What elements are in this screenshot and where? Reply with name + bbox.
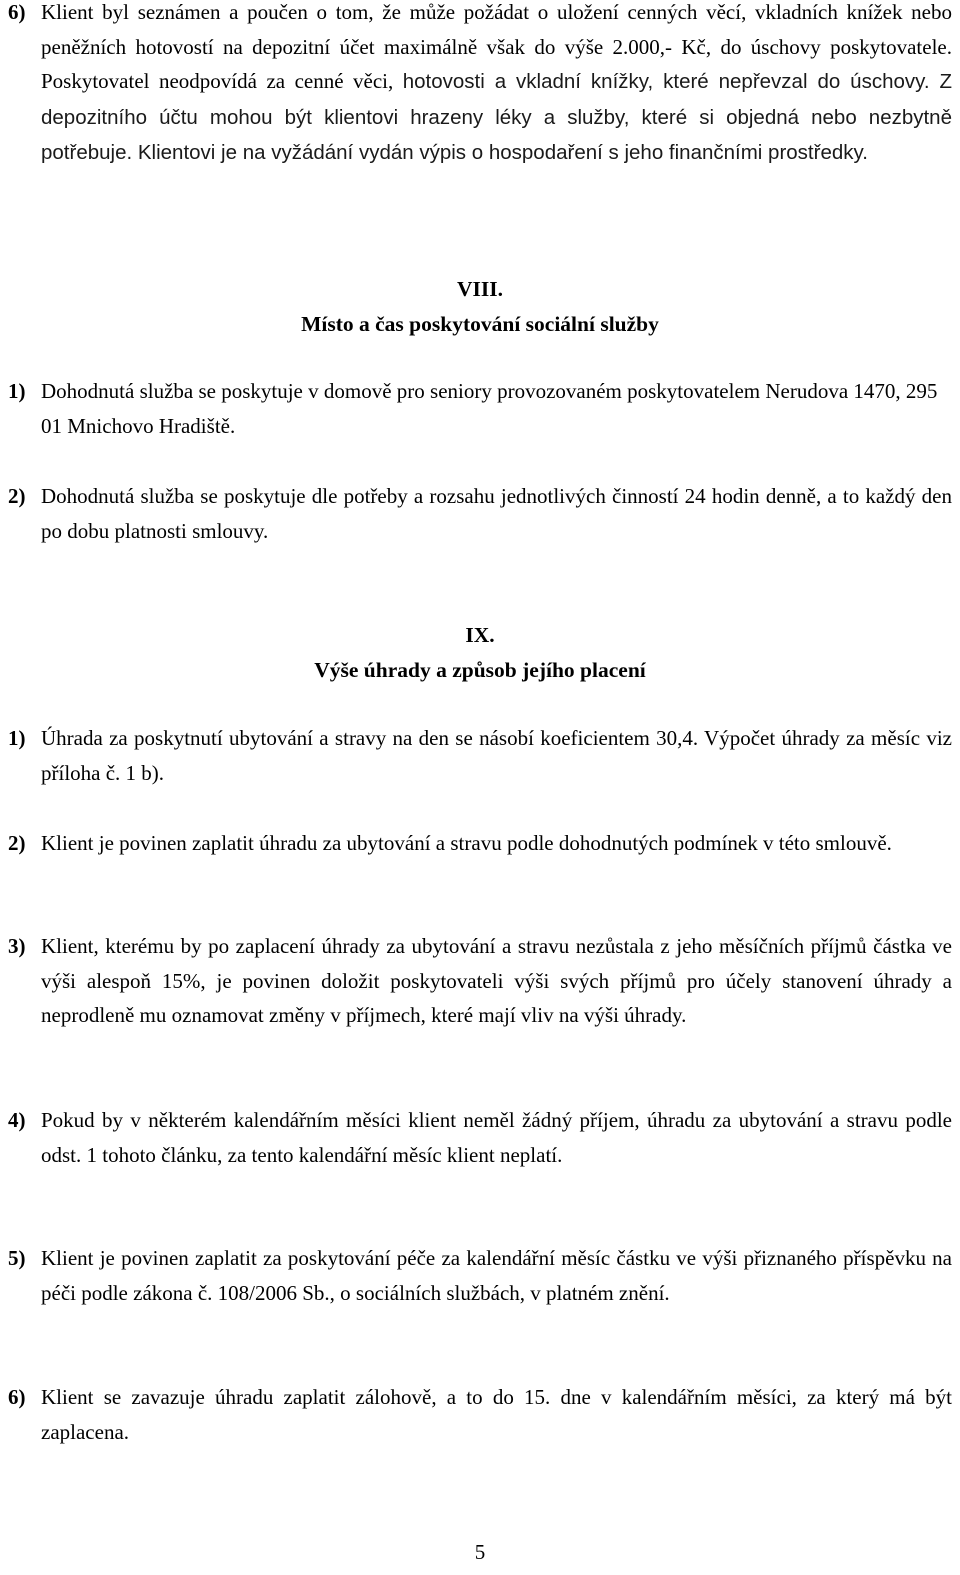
item-text: Dohodnutá služba se poskytuje dle potřeby a rozsahu jednotlivých činností 24 hodin denně, a to každý den po dobu platnosti smlouvy.	[41, 484, 952, 543]
item-text: Úhrada za poskytnutí ubytování a stravy na den se násobí koeficientem 30,4. Výpočet úhrady za měsíc viz příloha č. 1 b).	[41, 726, 952, 785]
section-numeral: IX.	[465, 623, 495, 647]
section-title: Místo a čas poskytování sociální služby	[301, 312, 659, 336]
item-number: 1)	[8, 379, 26, 403]
list-item	[8, 929, 952, 1033]
item-number: 2)	[8, 831, 26, 855]
page-number: 5	[474, 1540, 486, 1564]
list-item-top-6	[8, 0, 952, 171]
list-item	[8, 826, 952, 861]
item-number: 6)	[8, 0, 26, 24]
item-text: Klient je povinen zaplatit za poskytování péče za kalendářní měsíc částku ve výši přiznaného příspěvku na péči podle zákona č. 108/2006 Sb., o sociálních službách, v platném znění.	[41, 1246, 952, 1305]
item-text-serif: Klient byl seznámen a poučen o tom, že může požádat o uložení cenných věcí, vkladních knížek nebo peněžních hotovostí na depozitní účet maximálně však do výše 2.000,- Kč, do úschovy poskytovatele. Poskytovatel neodpovídá za cenné věci,	[41, 0, 952, 93]
list-item	[8, 1241, 952, 1310]
item-text: Klient je povinen zaplatit úhradu za ubytování a stravu podle dohodnutých podmínek v této smlouvě.	[41, 831, 892, 855]
list-item	[8, 1380, 952, 1449]
item-text-sans: hotovosti a vkladní knížky, které nepřevzal do úschovy. Z depozitního účtu mohou být klientovi hrazeny léky a služby, které si objedná nebo nezbytně potřebuje. Klientovi je na vyžádání vydán výpis o hospodaření s jeho finančními prostředky.	[41, 70, 953, 164]
item-text: Klient, kterému by po zaplacení úhrady za ubytování a stravu nezůstala z jeho měsíčních příjmů částka ve výši alespoň 15%, je povinen doložit poskytovateli výši svých příjmů pro účely stanovení úhrady a neprodleně mu oznamovat změny v příjmech, které mají vliv na výši úhrady.	[41, 934, 952, 1027]
item-text: Dohodnutá služba se poskytuje v domově pro seniory provozovaném poskytovatelem Nerudova 1470, 295 01 Mnichovo Hradiště.	[41, 379, 938, 438]
item-number: 6)	[8, 1385, 26, 1409]
item-number: 3)	[8, 934, 26, 958]
item-text: Pokud by v některém kalendářním měsíci klient neměl žádný příjem, úhradu za ubytování a stravu podle odst. 1 tohoto článku, za tento kalendářní měsíc klient neplatí.	[41, 1108, 952, 1167]
list-item	[8, 1103, 952, 1172]
list-item	[8, 721, 952, 790]
list-item	[8, 479, 952, 548]
list-item	[8, 374, 952, 443]
item-text: Klient se zavazuje úhradu zaplatit zálohově, a to do 15. dne v kalendářním měsíci, za který má být zaplacena.	[41, 1385, 952, 1444]
section-numeral: VIII.	[456, 277, 503, 301]
item-text	[41, 0, 952, 171]
section-title: Výše úhrady a způsob jejího placení	[314, 658, 646, 682]
item-number: 5)	[8, 1246, 26, 1270]
item-number: 1)	[8, 726, 26, 750]
item-number: 2)	[8, 484, 26, 508]
item-number: 4)	[8, 1108, 26, 1132]
